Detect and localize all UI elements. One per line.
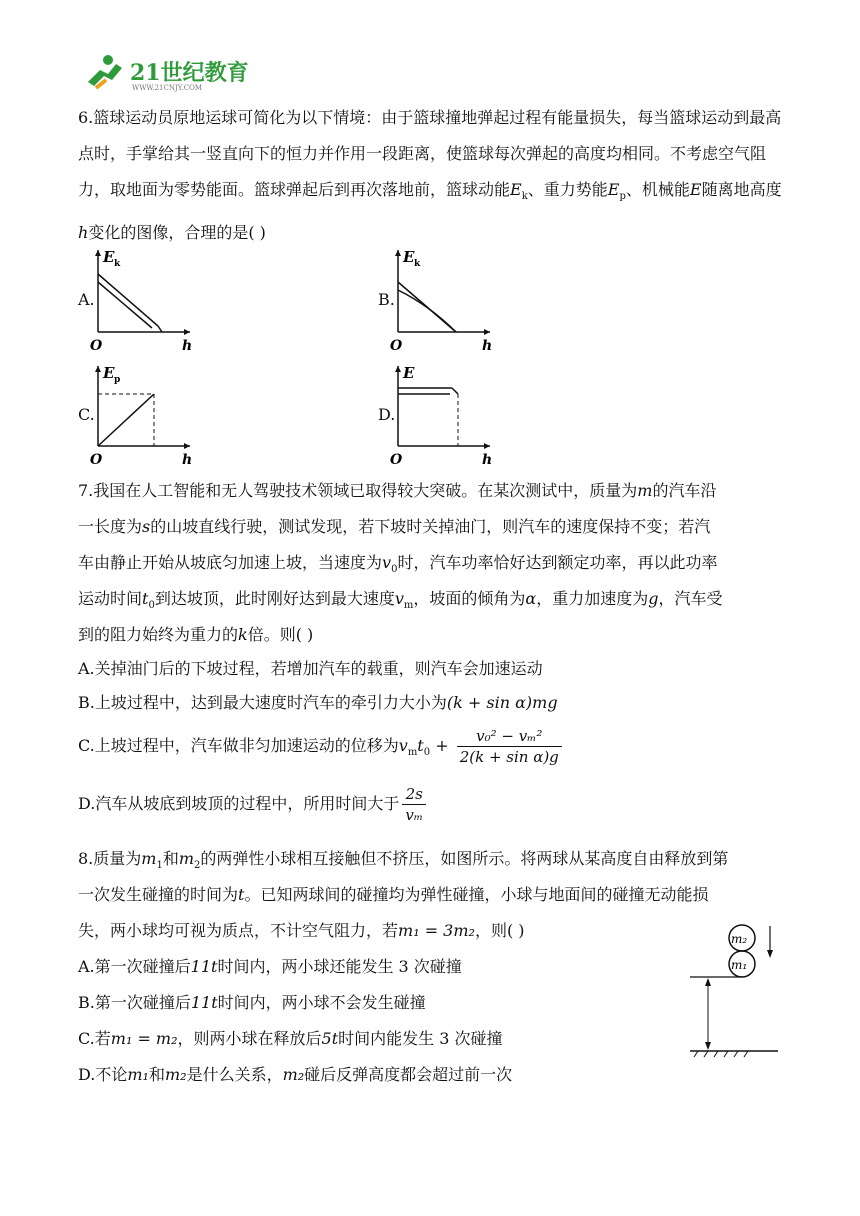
logo-sub: WWW.21CNJY.COM [132, 84, 202, 92]
q7-line-3: 车由静止开始从坡底匀加速上坡，当速度为$v_0$时，汽车功率恰好达到额定功率，再以此功率 [78, 553, 718, 576]
svg-text:k: k [114, 259, 121, 269]
logo-text: 21世纪教育 [130, 60, 249, 86]
svg-text:h: h [482, 338, 493, 354]
q6-stem: 6.篮球运动员原地运球可简化为以下情境：由于篮球撞地弹起过程有能量损失，每当篮球运动到最高点时，手掌给其一竖直向下的恒力并作用一段距离，使篮球每次弹起的高度均相同。不考虑空气阻力，取地面为零势能面。篮球弹起后到再次落地前，篮球动能$E_k$、重力势能$E_p$、机械能E随离地高度h变化的图像，合理的是( ) [78, 108, 782, 243]
q7-line-4: 运动时间$t_0$到达坡顶，此时刚好达到最大速度$v_m$，坡面的倾角为α，重力加速度为g，汽车受 [78, 589, 723, 612]
svg-text:m₁: m₁ [731, 958, 748, 972]
svg-text:E: E [103, 248, 115, 266]
svg-text:h: h [482, 452, 493, 468]
q7-line-1: 7.我国在人工智能和无人驾驶技术领域已取得较大突破。在某次测试中，质量为m的汽车沿 [78, 481, 717, 500]
svg-text:O: O [90, 338, 103, 354]
q6-option-b-label: B. [378, 290, 395, 309]
svg-text:h: h [182, 452, 193, 468]
q6-option-d-label: D. [378, 405, 396, 424]
q6-option-a-label: A. [78, 290, 95, 309]
svg-text:h: h [182, 338, 193, 354]
q7-option-d: D.汽车从坡底到坡顶的过程中，所用时间大于 $\frac{2s}{\text{vₘ}}$ [78, 784, 429, 825]
svg-text:k: k [414, 259, 421, 269]
svg-text:O: O [90, 452, 103, 468]
runner-icon [88, 55, 122, 88]
q7-option-c: C.上坡过程中，汽车做非匀加速运动的位移为$v_mt_0$ + $\frac{\text{v₀² − vₘ²}}{\text{2(k + sin α)g}}$ [78, 726, 565, 767]
svg-text:E: E [103, 364, 115, 382]
svg-text:p: p [114, 375, 121, 385]
svg-text:E: E [403, 248, 415, 266]
q8-figure [686, 920, 786, 1060]
q7-option-a: A.关掉油门后的下坡过程，若增加汽车的载重，则汽车会加速运动 [78, 659, 543, 678]
q7-option-b: B.上坡过程中，达到最大速度时汽车的牵引力大小为(k + sin α)mg [78, 693, 558, 712]
q7-line-2: 一长度为s的山坡直线行驶，测试发现，若下坡时关掉油门，则汽车的速度保持不变；若汽 [78, 517, 711, 536]
svg-text:E: E [403, 364, 415, 382]
svg-text:m₂: m₂ [731, 932, 748, 946]
q8-option-d: D.不论m₁和m₂是什么关系，m₂碰后反弹高度都会超过前一次 [78, 1065, 513, 1084]
q7-line-5: 到的阻力始终为重力的k倍。则( ) [78, 625, 314, 644]
q8-option-a: A.第一次碰撞后11t时间内，两小球还能发生 3 次碰撞 [78, 957, 462, 976]
q6-graph-a [90, 246, 200, 358]
q6-graph-c [90, 362, 200, 474]
q8-option-c: C.若m₁ = m₂，则两小球在释放后5t时间内能发生 3 次碰撞 [78, 1029, 503, 1048]
q8-line-1: 8.质量为$m_1$和$m_2$的两弹性小球相互接触但不挤压，如图所示。将两球从某高度自由释放到第 [78, 849, 729, 872]
svg-text:O: O [390, 452, 403, 468]
q6-option-c-label: C. [78, 405, 95, 424]
logo [78, 52, 258, 92]
q6-graph-d [390, 362, 500, 474]
q8-line-3: 失，两小球均可视为质点，不计空气阻力，若m₁ = 3m₂，则( ) [78, 921, 525, 940]
svg-text:O: O [390, 338, 403, 354]
q8-line-2: 一次发生碰撞的时间为t。已知两球间的碰撞均为弹性碰撞，小球与地面间的碰撞无动能损 [78, 885, 709, 904]
q6-graph-b [390, 246, 500, 358]
q8-option-b: B.第一次碰撞后11t时间内，两小球不会发生碰撞 [78, 993, 426, 1012]
